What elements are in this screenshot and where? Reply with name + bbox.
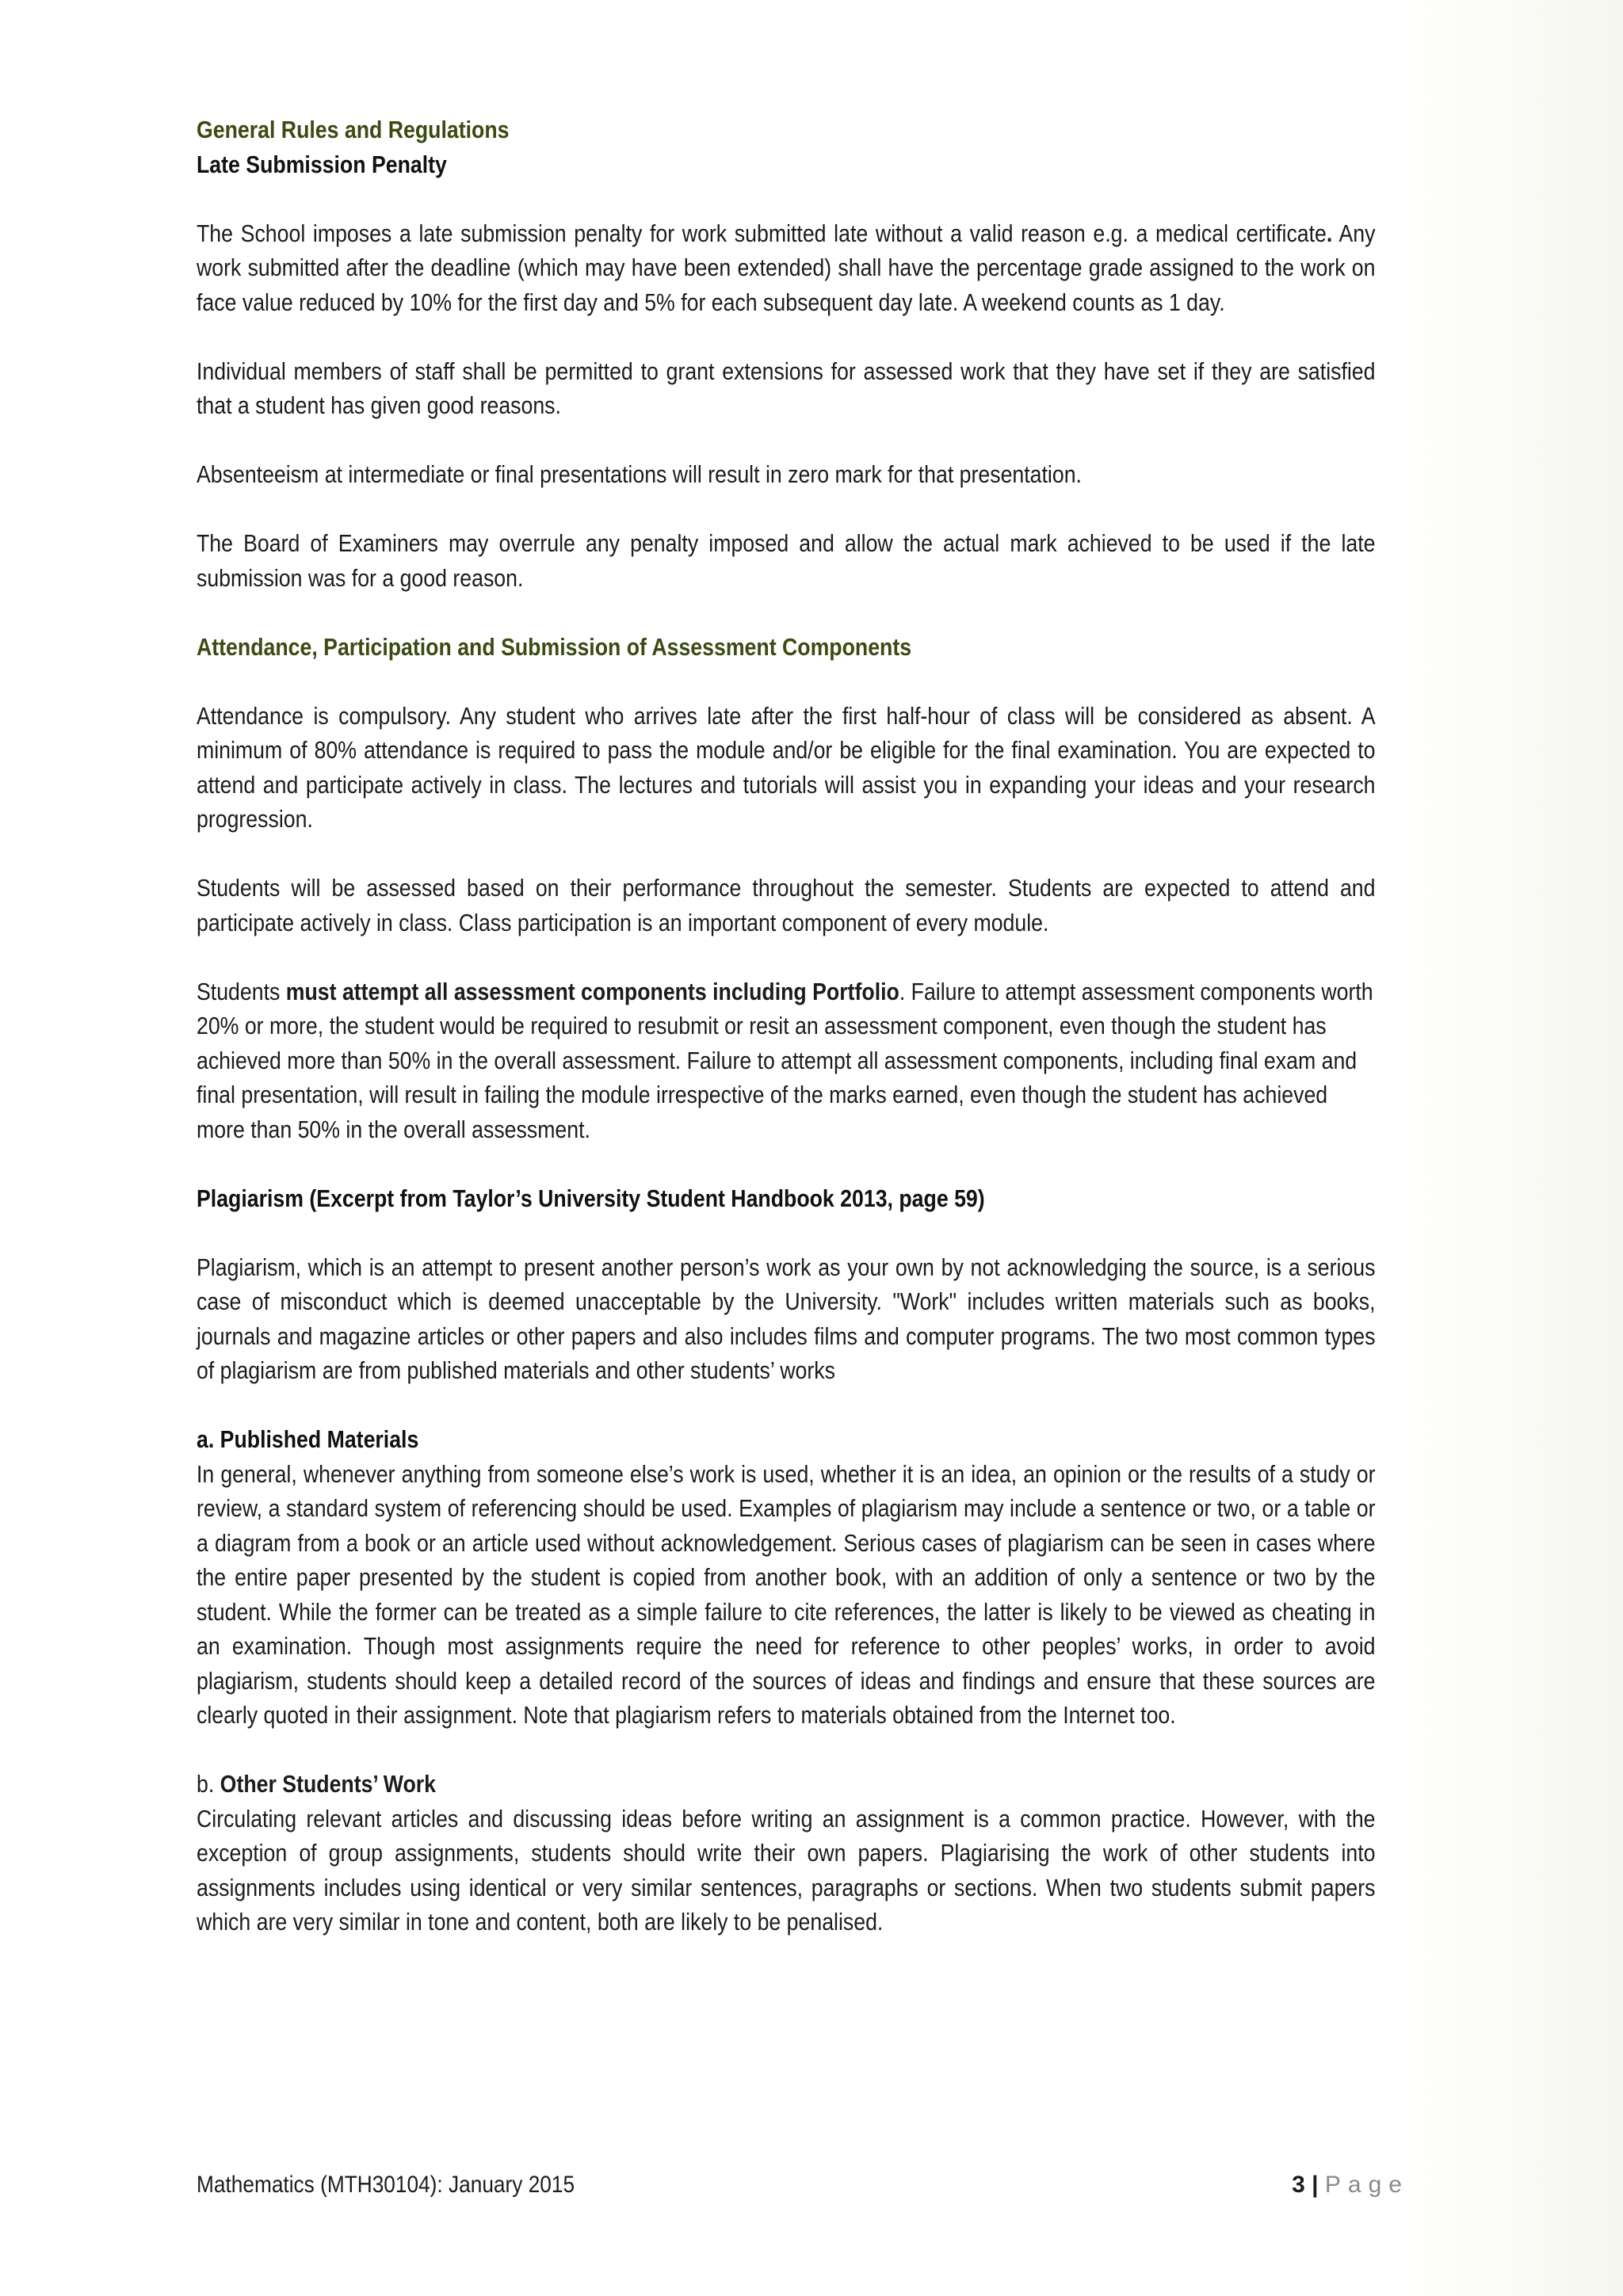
other-students-heading	[197, 1768, 1376, 1802]
late-paragraph-3: Absenteeism at intermediate or final presentations will result in zero mark for that presentation.	[197, 461, 1082, 488]
footer-page-number: 3	[1292, 2172, 1305, 2198]
attendance-paragraph-3-pre: Students	[197, 978, 286, 1005]
other-students-title: Other Students’ Work	[220, 1771, 437, 1798]
attendance-paragraph-3-bold: must attempt all assessment components including Portfolio	[285, 978, 899, 1005]
published-materials-body: In general, whenever anything from someone else’s work is used, whether it is an idea, an opinion or the results of a study or review, a standard system of referencing should be used. Examples of plagiarism may include a sentence or two, or a table or a diagram from a book or an article used without acknowledgement. Serious cases of plagiarism can be seen in cases where the entire paper presented by the student is copied from another book, with an addition of only a sentence or two by the student. While the former can be treated as a simple failure to cite references, the latter is likely to be viewed as cheating in an examination. Though most assignments require the need for reference to other peoples’ works, in order to avoid plagiarism, students should keep a detailed record of the sources of ideas and findings and ensure that these sources are clearly quoted in their assignment. Note that plagiarism refers to materials obtained from the Internet too.	[197, 1460, 1376, 1729]
attendance-paragraph-3	[197, 975, 1376, 1148]
attendance-heading: Attendance, Participation and Submission of Assessment Components	[197, 633, 912, 661]
late-paragraph-1-b: Any work submitted after the deadline (which may have been extended) shall have the percentage grade assigned to the work on face value reduced by 10% for the first day and 5% for each subsequent day late. A weekend counts as 1 day.	[197, 219, 1376, 316]
attendance-paragraph-2: Students will be assessed based on their performance throughout the semester. Students are expected to attend and participate actively in class. Class participation is an important component of every module.	[197, 875, 1376, 936]
other-students-prefix: b.	[197, 1771, 220, 1798]
footer-course: Mathematics (MTH30104): January 2015	[197, 2172, 575, 2198]
plagiarism-paragraph-1: Plagiarism, which is an attempt to present another person’s work as your own by not acknowledging the source, is a serious case of misconduct which is deemed unacceptable by the University. "Work" includes written materials such as books, journals and magazine articles or other papers and also includes films and computer programs. The two most common types of plagiarism are from published materials and other students’ works	[197, 1253, 1376, 1384]
footer-page-indicator	[1292, 2169, 1409, 2201]
late-paragraph-1-dot: .	[1326, 219, 1333, 247]
attendance-paragraph-3-post: . Failure to attempt assessment components worth 20% or more, the student would be required to resubmit or resit an assessment component, even though the student has achieved more than 50% in the overall assessment. Failure to attempt all assessment components, including final exam and final presentation, will result in failing the module irrespective of the marks earned, even though the student has achieved more than 50% in the overall assessment.	[197, 978, 1373, 1143]
document-body	[197, 113, 1376, 1940]
published-materials-heading: a. Published Materials	[197, 1426, 419, 1453]
late-submission-heading: Late Submission Penalty	[197, 151, 447, 178]
late-paragraph-4: The Board of Examiners may overrule any penalty imposed and allow the actual mark achieved to be used if the late submission was for a good reason.	[197, 530, 1376, 592]
footer-separator: |	[1312, 2172, 1319, 2198]
attendance-paragraph-1: Attendance is compulsory. Any student who arrives late after the first half-hour of class will be considered as absent. A minimum of 80% attendance is required to pass the module and/or be eligible for the final examination. You are expected to attend and participate actively in class. The lectures and tutorials will assist you in expanding your ideas and your research progression.	[197, 702, 1376, 833]
footer-page-word: Page	[1324, 2172, 1409, 2198]
document-title: General Rules and Regulations	[197, 116, 510, 143]
late-paragraph-1-a: The School imposes a late submission penalty for work submitted late without a valid reason e.g. a medical certificate	[197, 219, 1327, 247]
other-students-body: Circulating relevant articles and discussing ideas before writing an assignment is a common practice. However, with the exception of group assignments, students should write their own papers. Plagiarising the work of other students into assignments includes using identical or very similar sentences, paragraphs or sections. When two students submit papers which are very similar in tone and content, both are likely to be penalised.	[197, 1805, 1376, 1936]
late-paragraph-2: Individual members of staff shall be permitted to grant extensions for assessed work that they have set if they are satisfied that a student has given good reasons.	[197, 357, 1376, 419]
plagiarism-heading: Plagiarism (Excerpt from Taylor’s University Student Handbook 2013, page 59)	[197, 1184, 985, 1212]
late-paragraph-1	[197, 217, 1376, 321]
